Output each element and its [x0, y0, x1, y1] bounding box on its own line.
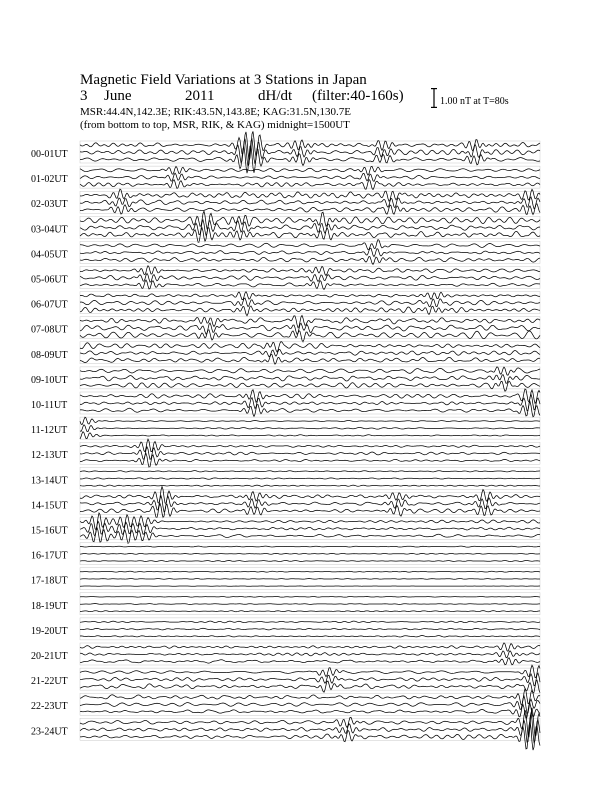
hour-row	[31, 240, 540, 265]
trace-rik	[80, 579, 540, 580]
hour-label: 23-24UT	[31, 726, 68, 738]
hour-label: 14-15UT	[31, 500, 68, 512]
trace-msr	[80, 487, 540, 504]
date-month: June	[104, 88, 132, 104]
quantity-label: dH/dt	[258, 88, 293, 104]
trace-rik	[80, 323, 540, 334]
trace-msr	[80, 189, 540, 201]
hour-row	[31, 211, 540, 242]
hour-row	[31, 417, 540, 439]
trace-msr	[80, 546, 540, 547]
hour-label: 12-13UT	[31, 450, 68, 462]
trace-msr	[80, 643, 540, 651]
hour-row	[31, 467, 540, 489]
hour-label: 11-12UT	[31, 425, 68, 437]
trace-kag	[80, 721, 540, 750]
hour-row	[31, 513, 540, 543]
trace-rik	[80, 628, 540, 630]
hour-label: 16-17UT	[31, 550, 68, 562]
trace-rik	[80, 375, 540, 384]
hour-label: 03-04UT	[31, 224, 68, 236]
hour-label: 20-21UT	[31, 651, 68, 662]
trace-kag	[80, 306, 540, 316]
trace-kag	[80, 658, 540, 665]
hour-row	[31, 367, 540, 391]
date-day: 3	[80, 88, 88, 104]
trace-msr	[80, 665, 540, 678]
hour-row	[31, 665, 540, 693]
trace-rik	[80, 604, 540, 605]
trace-kag	[80, 680, 540, 693]
hour-label: 17-18UT	[31, 575, 68, 587]
filter-label: (filter:40-160s)	[312, 88, 404, 104]
chart-title: Magnetic Field Variations at 3 Stations in Japan	[80, 72, 367, 88]
hour-row	[31, 342, 540, 365]
trace-kag	[80, 561, 540, 562]
trace-msr	[80, 439, 540, 452]
hour-label: 15-16UT	[31, 525, 68, 537]
hour-label: 06-07UT	[31, 299, 68, 311]
trace-rik	[80, 696, 540, 713]
hour-row	[31, 643, 540, 665]
trace-rik	[80, 447, 540, 459]
trace-msr	[80, 389, 540, 404]
hour-row	[31, 439, 540, 467]
hour-label: 21-22UT	[31, 676, 68, 688]
hour-label: 02-03UT	[31, 199, 68, 211]
trace-rik	[80, 496, 540, 512]
trace-rik	[80, 349, 540, 356]
trace-msr	[80, 315, 540, 327]
trace-rik	[80, 173, 540, 181]
hour-label: 13-14UT	[31, 475, 68, 487]
hour-label: 04-05UT	[31, 249, 68, 261]
trace-msr	[80, 166, 540, 175]
hour-row	[31, 689, 540, 719]
hour-label: 10-11UT	[31, 400, 68, 411]
trace-msr	[80, 342, 540, 352]
trace-kag	[80, 432, 540, 439]
trace-msr	[80, 708, 540, 737]
trace-kag	[80, 204, 540, 215]
date-year: 2011	[185, 88, 215, 104]
station-order-note: (from bottom to top, MSR, RIK, & KAG) midnight=1500UT	[80, 119, 350, 131]
hour-label: 01-02UT	[31, 174, 68, 186]
trace-kag	[80, 280, 540, 290]
trace-kag	[80, 611, 540, 612]
hour-label: 05-06UT	[31, 274, 68, 286]
hour-row	[31, 131, 540, 173]
trace-rik	[80, 553, 540, 554]
hour-label: 07-08UT	[31, 324, 68, 336]
hour-label: 22-23UT	[31, 701, 68, 713]
hour-row	[31, 189, 540, 214]
hour-label: 19-20UT	[31, 625, 68, 637]
station-coordinates: MSR:44.4N,142.3E; RIK:43.5N,143.8E; KAG:31.5N,130.7E	[80, 106, 352, 118]
trace-kag	[80, 146, 540, 174]
trace-rik	[80, 197, 540, 209]
trace-msr	[80, 417, 540, 424]
trace-rik	[80, 425, 540, 432]
trace-msr	[80, 240, 540, 250]
trace-kag	[80, 636, 540, 638]
trace-kag	[80, 354, 540, 364]
hour-label: 08-09UT	[31, 349, 68, 361]
trace-kag	[80, 485, 540, 486]
trace-msr	[80, 292, 540, 300]
hour-row	[31, 166, 540, 190]
trace-rik	[80, 298, 540, 307]
scale-label: 1.00 nT at T=80s	[440, 96, 509, 107]
hour-row	[31, 593, 540, 615]
trace-msr	[80, 689, 540, 705]
hour-row	[31, 389, 540, 417]
trace-kag	[80, 381, 540, 391]
trace-msr	[80, 367, 540, 375]
hour-label: 09-10UT	[31, 374, 68, 386]
trace-msr	[80, 471, 540, 472]
trace-msr	[80, 596, 540, 597]
trace-kag	[80, 228, 540, 243]
trace-rik	[80, 248, 540, 257]
trace-rik	[80, 651, 540, 658]
hour-row	[31, 266, 540, 290]
hour-row	[31, 568, 540, 590]
trace-kag	[80, 703, 540, 718]
hour-row	[31, 708, 540, 750]
trace-rik	[80, 273, 540, 282]
trace-msr	[80, 621, 540, 623]
trace-kag	[80, 504, 540, 518]
hour-row	[31, 543, 540, 565]
trace-msr	[80, 571, 540, 572]
hour-label: 00-01UT	[31, 149, 68, 160]
hour-row	[31, 618, 540, 640]
trace-rik	[80, 521, 540, 536]
hour-label: 18-19UT	[31, 600, 68, 612]
hour-row	[31, 292, 540, 316]
hour-row	[31, 315, 540, 341]
trace-msr	[80, 266, 540, 276]
trace-rik	[80, 478, 540, 479]
hour-row	[31, 487, 540, 518]
